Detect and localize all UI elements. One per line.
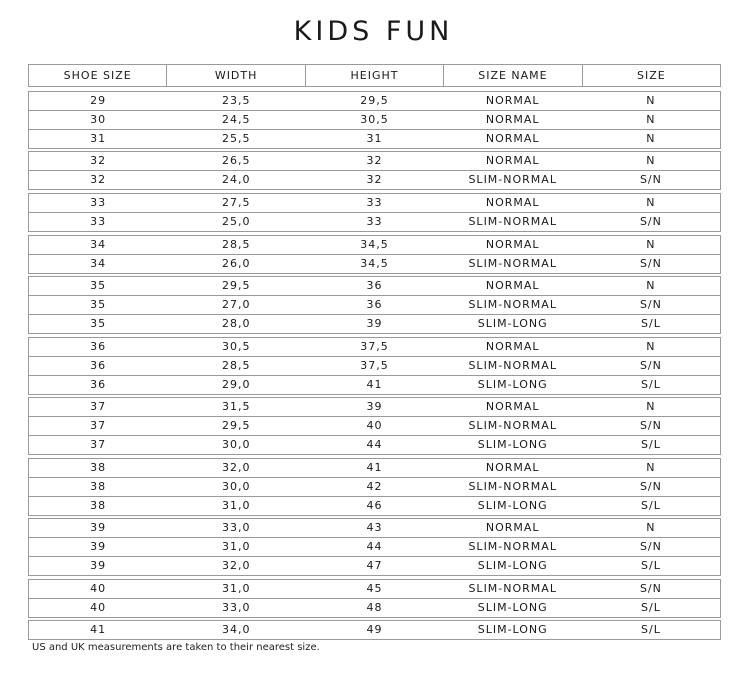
height-cell: 44 [366,438,383,451]
size-cell: S/N [639,298,662,311]
table-row [29,621,720,639]
height-cell: 30,5 [360,113,389,126]
shoe-size-cell: 37 [90,419,107,432]
width-cell: 24,5 [222,113,251,126]
header-width: WIDTH [166,65,304,86]
width-cell: 28,5 [222,238,251,251]
size-cell: N [646,94,656,107]
size-name-cell: NORMAL [485,340,540,353]
shoe-size-cell: 36 [90,340,107,353]
height-cell: 49 [366,623,383,636]
width-cell: 26,5 [222,154,251,167]
height-cell: 44 [366,540,383,553]
height-cell: 34,5 [360,238,389,251]
width-cell: 25,0 [222,215,251,228]
table-row [29,277,720,295]
width-cell: 30,0 [222,480,251,493]
size-cell: S/L [641,378,661,391]
table-row [29,236,720,254]
table-row [29,314,720,333]
table-row [29,496,720,515]
shoe-size-cell: 31 [90,132,107,145]
shoe-size-cell: 36 [90,359,107,372]
shoe-size-cell: 33 [90,215,107,228]
table-row [29,537,720,556]
size-group [28,458,721,516]
width-cell: 24,0 [222,173,251,186]
width-cell: 31,0 [222,582,251,595]
shoe-size-cell: 39 [90,559,107,572]
size-name-cell: NORMAL [485,132,540,145]
size-name-cell: SLIM-NORMAL [468,419,557,432]
table-row [29,212,720,231]
shoe-size-cell: 38 [90,480,107,493]
size-name-cell: SLIM-NORMAL [468,215,557,228]
table-row [29,92,720,110]
size-name-cell: SLIM-LONG [477,499,548,512]
height-cell: 45 [366,582,383,595]
size-cell: N [646,154,656,167]
shoe-size-cell: 35 [90,317,107,330]
height-cell: 32 [366,154,383,167]
shoe-size-cell: 37 [90,438,107,451]
height-cell: 29,5 [360,94,389,107]
size-name-cell: NORMAL [485,521,540,534]
table-row [29,519,720,537]
table-row [29,580,720,598]
table-row [29,338,720,356]
size-cell: S/L [641,623,661,636]
size-name-cell: SLIM-LONG [477,623,548,636]
size-group [28,397,721,455]
size-cell: S/N [639,359,662,372]
shoe-size-cell: 32 [90,154,107,167]
height-cell: 36 [366,298,383,311]
size-cell: S/L [641,559,661,572]
header-shoe-size: SHOE SIZE [63,69,132,82]
table-row [29,110,720,129]
size-cell: S/L [641,317,661,330]
size-cell: N [646,461,656,474]
table-row [29,254,720,273]
shoe-size-cell: 40 [90,601,107,614]
size-name-cell: NORMAL [485,461,540,474]
table-row [29,398,720,416]
table-row [29,295,720,314]
footnote: US and UK measurements are taken to their nearest size. [32,642,320,653]
table-row [29,375,720,394]
size-cell: S/L [641,499,661,512]
size-group [28,276,721,334]
size-name-cell: NORMAL [485,279,540,292]
size-group [28,518,721,576]
size-name-cell: SLIM-LONG [477,378,548,391]
table-row [29,598,720,617]
width-cell: 27,0 [222,298,251,311]
table-header [28,64,721,87]
width-cell: 30,5 [222,340,251,353]
width-cell: 31,5 [222,400,251,413]
width-cell: 28,5 [222,359,251,372]
size-name-cell: NORMAL [485,196,540,209]
size-group [28,235,721,274]
table-row [29,170,720,189]
header-size: SIZE [582,65,720,86]
size-cell: S/L [641,438,661,451]
shoe-size-cell: 41 [90,623,107,636]
table-row [29,152,720,170]
size-cell: N [646,238,656,251]
size-cell: S/N [639,582,662,595]
size-name-cell: SLIM-NORMAL [468,257,557,270]
size-cell: N [646,113,656,126]
width-cell: 33,0 [222,601,251,614]
width-cell: 30,0 [222,438,251,451]
height-cell: 36 [366,279,383,292]
page-title: KIDS FUN [293,16,454,47]
size-cell: N [646,521,656,534]
shoe-size-cell: 37 [90,400,107,413]
size-name-cell: NORMAL [485,400,540,413]
size-name-cell: SLIM-NORMAL [468,540,557,553]
height-cell: 47 [366,559,383,572]
size-group [28,337,721,395]
height-cell: 48 [366,601,383,614]
width-cell: 32,0 [222,559,251,572]
shoe-size-cell: 38 [90,499,107,512]
table-row [29,459,720,477]
size-cell: N [646,340,656,353]
table-row [29,129,720,148]
size-group [28,579,721,618]
height-cell: 37,5 [360,359,389,372]
table-row [29,356,720,375]
size-cell: N [646,400,656,413]
width-cell: 31,0 [222,499,251,512]
height-cell: 43 [366,521,383,534]
size-group [28,620,721,640]
table-row [29,416,720,435]
width-cell: 32,0 [222,461,251,474]
width-cell: 23,5 [222,94,251,107]
height-cell: 39 [366,400,383,413]
table-row [29,556,720,575]
shoe-size-cell: 30 [90,113,107,126]
height-cell: 41 [366,378,383,391]
size-name-cell: SLIM-LONG [477,438,548,451]
size-group [28,193,721,232]
height-cell: 37,5 [360,340,389,353]
size-name-cell: SLIM-NORMAL [468,480,557,493]
size-cell: S/N [639,540,662,553]
size-name-cell: SLIM-NORMAL [468,359,557,372]
height-cell: 34,5 [360,257,389,270]
shoe-size-cell: 36 [90,378,107,391]
shoe-size-cell: 32 [90,173,107,186]
shoe-size-cell: 39 [90,521,107,534]
shoe-size-cell: 29 [90,94,107,107]
width-cell: 26,0 [222,257,251,270]
size-name-cell: SLIM-NORMAL [468,298,557,311]
header-row [29,65,720,86]
width-cell: 31,0 [222,540,251,553]
size-cell: S/N [639,480,662,493]
size-cell: S/N [639,419,662,432]
shoe-size-cell: 34 [90,238,107,251]
size-cell: N [646,279,656,292]
shoe-size-cell: 35 [90,279,107,292]
size-cell: S/N [639,173,662,186]
width-cell: 27,5 [222,196,251,209]
height-cell: 41 [366,461,383,474]
size-cell: S/N [639,257,662,270]
shoe-size-cell: 35 [90,298,107,311]
shoe-size-cell: 38 [90,461,107,474]
size-cell: S/L [641,601,661,614]
shoe-size-cell: 39 [90,540,107,553]
shoe-size-cell: 33 [90,196,107,209]
height-cell: 42 [366,480,383,493]
size-name-cell: NORMAL [485,154,540,167]
size-cell: N [646,196,656,209]
size-name-cell: SLIM-NORMAL [468,173,557,186]
width-cell: 33,0 [222,521,251,534]
height-cell: 31 [366,132,383,145]
size-name-cell: SLIM-LONG [477,317,548,330]
height-cell: 32 [366,173,383,186]
size-cell: S/N [639,215,662,228]
header-height: HEIGHT [305,65,443,86]
height-cell: 33 [366,215,383,228]
size-name-cell: SLIM-NORMAL [468,582,557,595]
table-row [29,194,720,212]
shoe-size-cell: 34 [90,257,107,270]
table-row [29,477,720,496]
height-cell: 46 [366,499,383,512]
header-size-name: SIZE NAME [443,65,581,86]
size-group [28,91,721,149]
size-name-cell: NORMAL [485,113,540,126]
width-cell: 29,5 [222,279,251,292]
shoe-size-cell: 40 [90,582,107,595]
size-group [28,151,721,190]
width-cell: 25,5 [222,132,251,145]
height-cell: 39 [366,317,383,330]
size-cell: N [646,132,656,145]
size-name-cell: NORMAL [485,94,540,107]
size-name-cell: SLIM-LONG [477,559,548,572]
width-cell: 29,5 [222,419,251,432]
height-cell: 40 [366,419,383,432]
width-cell: 34,0 [222,623,251,636]
width-cell: 29,0 [222,378,251,391]
size-name-cell: NORMAL [485,238,540,251]
table-row [29,435,720,454]
width-cell: 28,0 [222,317,251,330]
size-name-cell: SLIM-LONG [477,601,548,614]
height-cell: 33 [366,196,383,209]
